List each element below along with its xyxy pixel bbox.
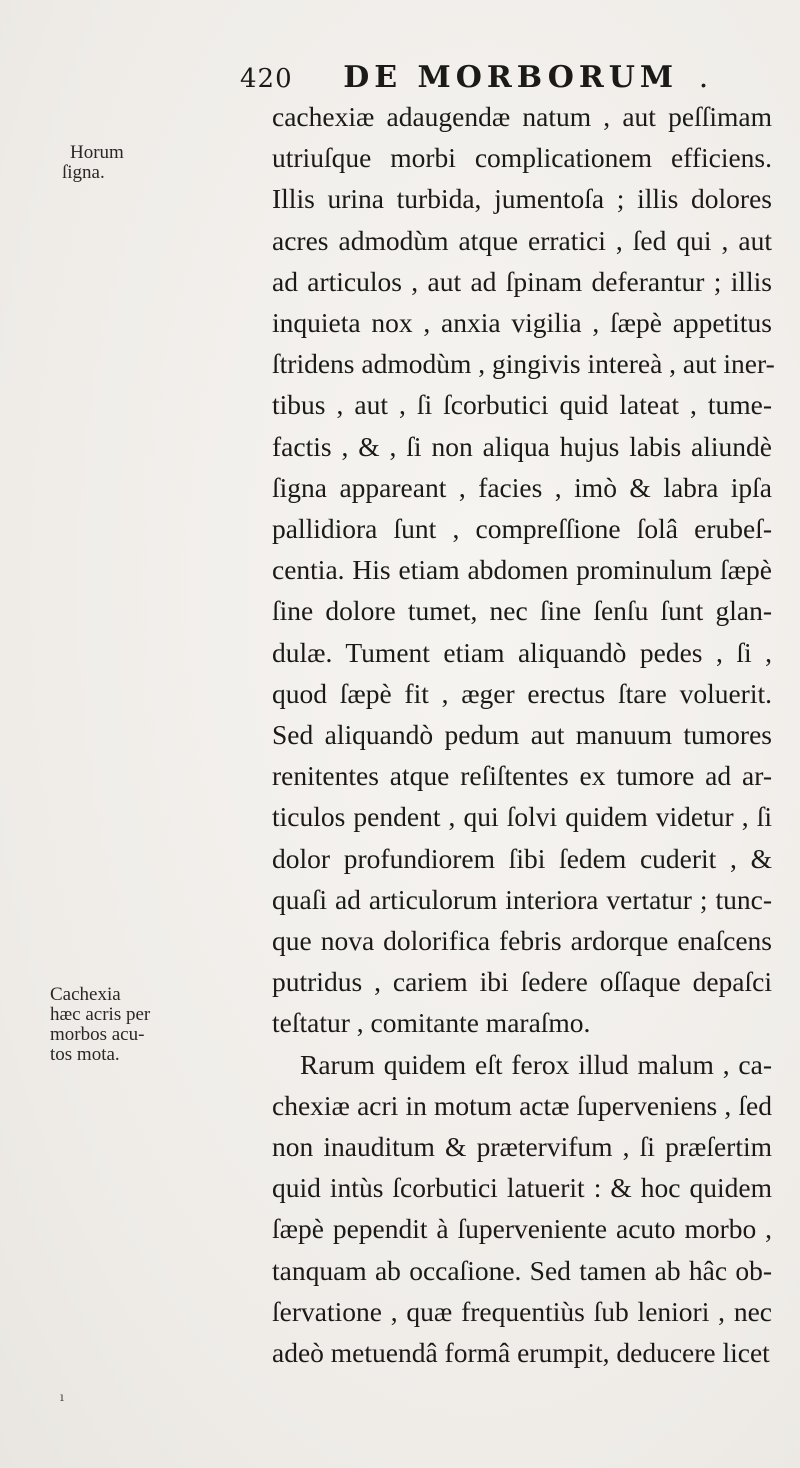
text-line: ticulos pendent , qui ſolvi quidem videtur , ſi [272, 801, 772, 833]
text-line: inquieta nox , anxia vigilia , ſæpè appetitus [272, 307, 772, 339]
text-line: non inauditum & prætervifum , ſi præſertim [272, 1131, 772, 1163]
header-trailing-mark: . [698, 60, 710, 95]
page-header [240, 60, 709, 95]
margin-note-line: Horum [70, 142, 124, 163]
text-line: pallidiora ſunt , compreſſione ſolâ erubeſ- [272, 513, 772, 545]
text-line: putridus , cariem ibi ſedere oſſaque depaſci [272, 966, 772, 998]
text-line: quaſi ad articulorum interiora vertatur ; tunc- [272, 883, 772, 915]
text-line: quod ſæpè fit , æger erectus ſtare voluerit. [272, 677, 772, 709]
text-line: ad articulos , aut ad ſpinam deferantur ; illis [272, 265, 772, 297]
text-line: Illis urina turbida, jumentoſa ; illis dolores [272, 183, 772, 215]
page-number: 420 [240, 64, 293, 94]
text-line: dolor profundiorem ſibi ſedem cuderit , & [272, 842, 772, 874]
running-title: DE MORBORUM [343, 60, 679, 95]
margin-note-line: morbos acu- [50, 1024, 145, 1045]
text-line: ſæpè pependit à ſuperveniente acuto morbo , [272, 1213, 772, 1245]
stray-mark: ı [60, 1390, 64, 1404]
text-line: Rarum quidem eſt ferox illud malum , ca- [300, 1048, 772, 1080]
text-line: ſigna appareant , facies , imò & labra ipſa [272, 471, 772, 503]
body-text [272, 96, 775, 1373]
margin-note-line: Cachexia [50, 984, 121, 1005]
text-line: adeò metuendâ formâ erumpit, deducere licet [272, 1337, 770, 1369]
margin-note-line: ſigna. [62, 162, 105, 183]
text-line: centia. His etiam abdomen prominulum ſæpè [272, 554, 772, 586]
text-line: acres admodùm atque erratici , ſed qui , aut [272, 224, 772, 256]
text-line: ſtridens admodùm , gingivis intereà , aut iner- [272, 348, 775, 380]
text-line: dulæ. Tument etiam aliquandò pedes , ſi , [272, 636, 772, 668]
text-line: teſtatur , comitante maraſmo. [272, 1007, 591, 1039]
text-line: renitentes atque reſiſtentes ex tumore ad ar- [272, 760, 772, 792]
text-line: tibus , aut , ſi ſcorbutici quid lateat , tume- [272, 389, 772, 421]
margin-note-line: tos mota. [50, 1044, 120, 1065]
text-line: tanquam ab occaſione. Sed tamen ab hâc ob- [272, 1254, 772, 1286]
text-line: chexiæ acri in motum actæ ſuperveniens , ſed [272, 1089, 772, 1121]
text-line: Sed aliquandò pedum aut manuum tumores [272, 719, 772, 751]
text-line: ſervatione , quæ frequentiùs ſub leniori , nec [272, 1295, 772, 1327]
text-line: quid intùs ſcorbutici latuerit : & hoc quidem [272, 1172, 772, 1204]
text-line: cachexiæ adaugendæ natum , aut peſſimam [272, 101, 772, 132]
text-line: utriuſque morbi complicationem efficiens. [272, 142, 772, 174]
margin-note-horum-signa [62, 143, 124, 183]
margin-note-cachexia [50, 985, 150, 1065]
margin-note-line: hæc acris per [50, 1004, 151, 1025]
text-line: que nova dolorifica febris ardorque enaſcens [272, 925, 772, 957]
text-line: ſine dolore tumet, nec ſine ſenſu ſunt glan- [272, 595, 772, 627]
text-line: factis , & , ſi non aliqua hujus labis aliundè [272, 430, 772, 462]
